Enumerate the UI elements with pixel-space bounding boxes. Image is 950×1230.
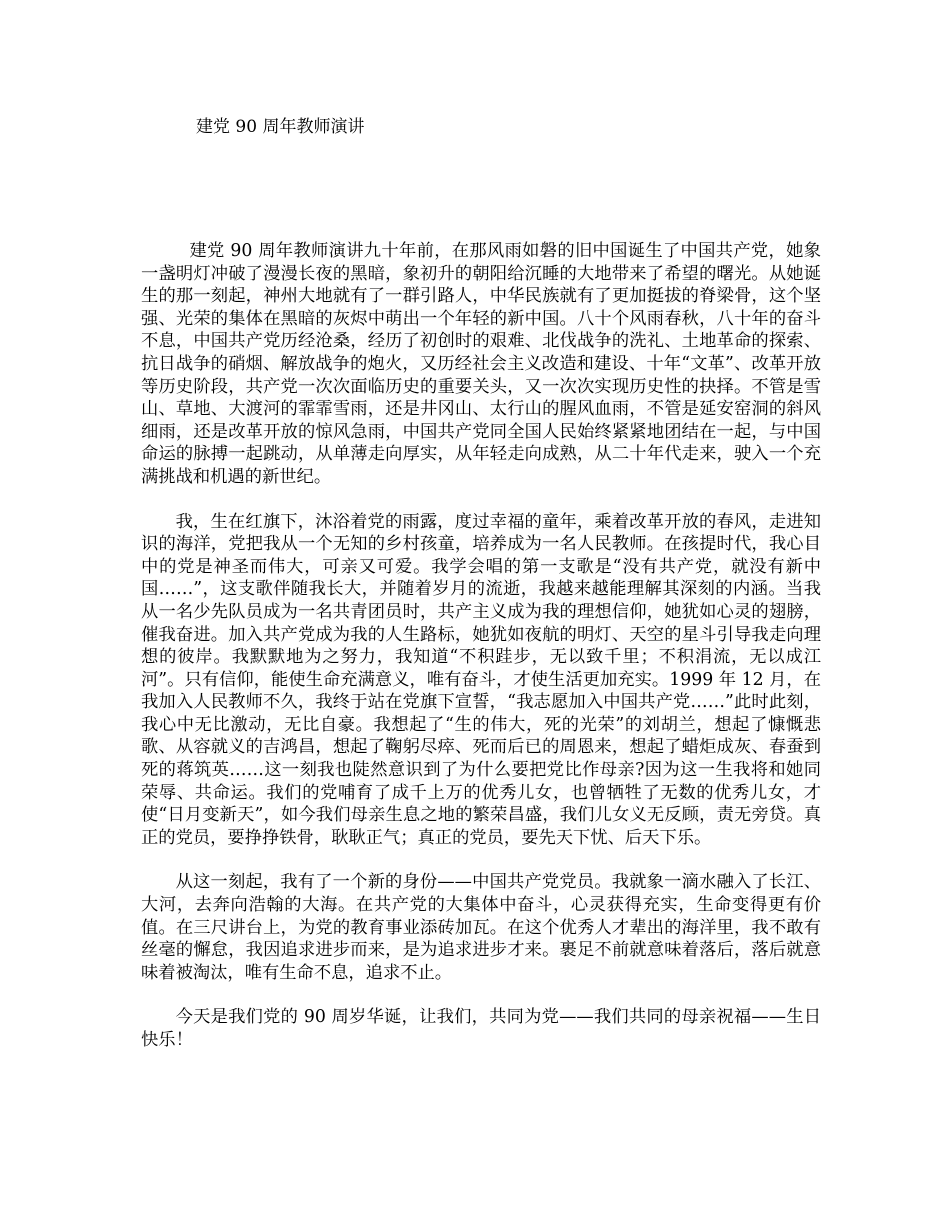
document-body	[141, 240, 821, 1052]
paragraph-1: 建党 90 周年教师演讲九十年前，在那风雨如磐的旧中国诞生了中国共产党，她象一盏明灯冲破了漫漫长夜的黑暗，象初升的朝阳给沉睡的大地带来了希望的曙光。从她诞生的那一刻起，神州大地就有了一群引路人，中华民族就有了更加挺拔的脊梁骨，这个坚强、光荣的集体在黑暗的灰烬中萌出一个年轻的新中国。八十个风雨春秋，八十年的奋斗不息，中国共产党历经沧桑，经历了初创时的艰难、北伐战争的洗礼、土地革命的探索、抗日战争的硝烟、解放战争的炮火，又历经社会主义改造和建设、十年“文革”、改革开放等历史阶段，共产党一次次面临历史的重要关头，又一次次实现历史性的抉择。不管是雪山、草地、大渡河的霏霏雪雨，还是井冈山、太行山的腥风血雨，不管是延安窑洞的斜风细雨，还是改革开放的惊风急雨，中国共产党同全国人民始终紧紧地团结在一起，与中国命运的脉搏一起跳动，从单薄走向厚实，从年轻走向成熟，从二十年代走来，驶入一个充满挑战和机遇的新世纪。	[141, 241, 821, 487]
paragraph-4: 今天是我们党的 90 周岁华诞，让我们，共同为党——我们共同的母亲祝福——生日快乐！	[141, 1007, 821, 1050]
paragraph-2: 我，生在红旗下，沐浴着党的雨露，度过幸福的童年，乘着改革开放的春风，走进知识的海洋，党把我从一个无知的乡村孩童，培养成为一名人民教师。在孩提时代，我心目中的党是神圣而伟大，可亲又可爱。我学会唱的第一支歌是“没有共产党，就没有新中国……”，这支歌伴随我长大，并随着岁月的流逝，我越来越能理解其深刻的内涵。当我从一名少先队员成为一名共青团员时，共产主义成为我的理想信仰，她犹如心灵的翅膀，催我奋进。加入共产党成为我的人生路标，她犹如夜航的明灯、天空的星斗引导我走向理想的彼岸。我默默地为之努力，我知道“不积跬步，无以致千里；不积涓流，无以成江河”。只有信仰，能使生命充满意义，唯有奋斗，才使生活更加充实。1999 年 12 月，在我加入人民教师不久，我终于站在党旗下宣誓，“我志愿加入中国共产党……”此时此刻，我心中无比激动，无比自豪。我想起了“生的伟大，死的光荣”的刘胡兰，想起了慷慨悲歌、从容就义的吉鸿昌，想起了鞠躬尽瘁、死而后已的周恩来，想起了蜡炬成灰、春蚕到死的蒋筑英……这一刻我也陡然意识到了为什么要把党比作母亲?因为这一生我将和她同荣辱、共命运。我们的党哺育了成千上万的优秀儿女，也曾牺牲了无数的优秀儿女，才使“日月变新天”，如今我们母亲生息之地的繁荣昌盛，我们儿女义无反顾，责无旁贷。真正的党员，要挣挣铁骨，耿耿正气；真正的党员，要先天下忧、后天下乐。	[141, 511, 821, 848]
paragraph-3: 从这一刻起，我有了一个新的身份——中国共产党党员。我就象一滴水融入了长江、大河，去奔向浩翰的大海。在共产党的大集体中奋斗，心灵获得充实，生命变得更有价值。在三尺讲台上，为党的教育事业添砖加瓦。在这个优秀人才辈出的海洋里，我不敢有丝毫的懈怠，我因追求进步而来，是为追求进步才来。裹足不前就意味着落后，落后就意味着被淘汰，唯有生命不息，追求不止。	[141, 872, 821, 983]
document-title: 建党 90 周年教师演讲	[196, 117, 365, 137]
